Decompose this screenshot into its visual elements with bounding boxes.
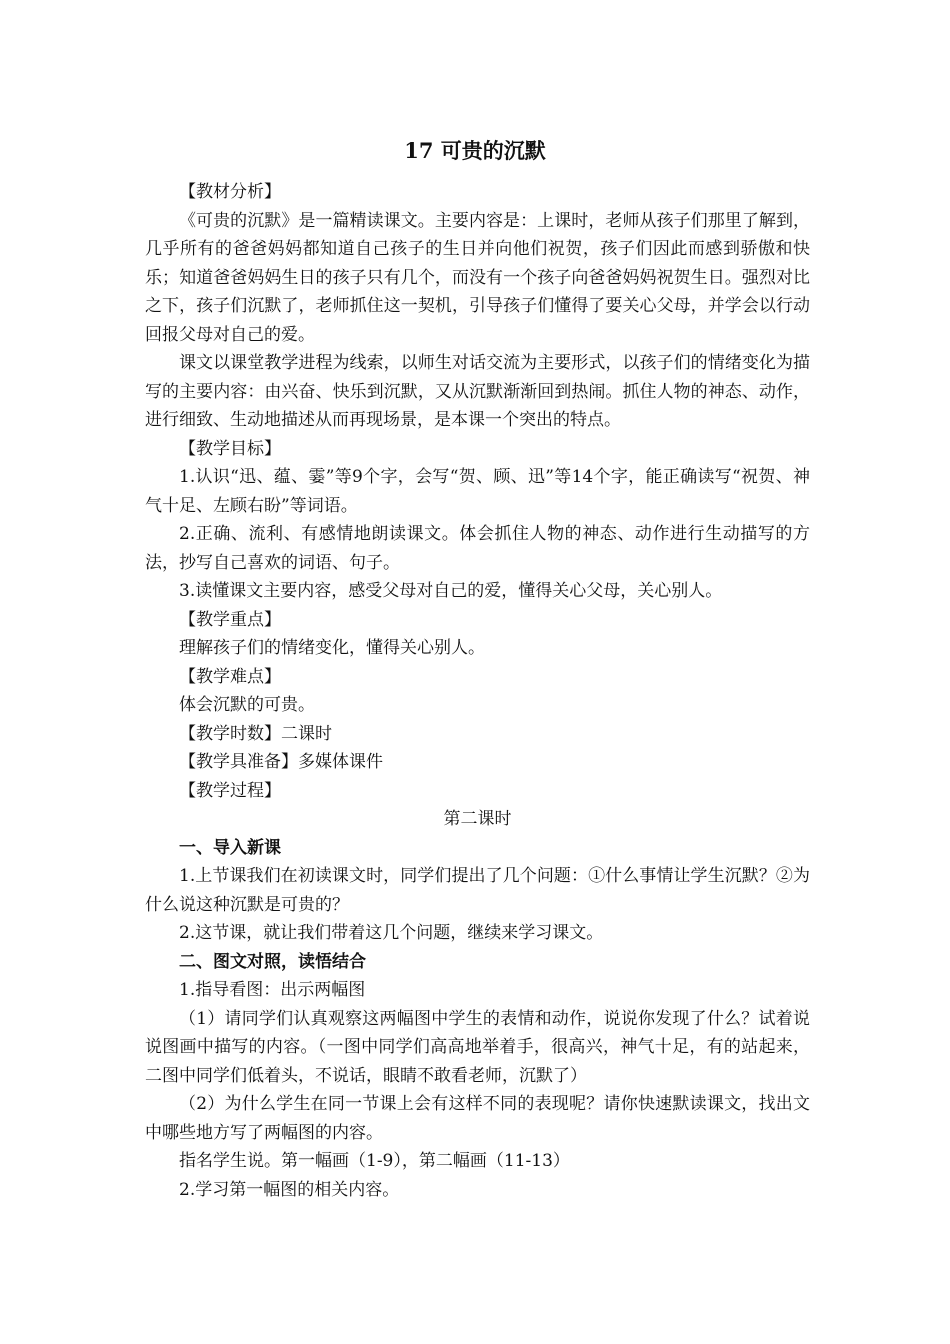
lesson-period-heading: 第二课时 [443, 809, 512, 829]
focus-text: 理解孩子们的情绪变化，懂得关心别人。 [179, 638, 485, 658]
step-2-sub-2: （2）为什么学生在同一节课上会有这样不同的表现呢？请你快速默读课文，找出文中哪些地方写了两幅图的内容。 [145, 1094, 810, 1143]
goal-item-3: 3.读懂课文主要内容，感受父母对自己的爱，懂得关心父母，关心别人。 [179, 581, 723, 601]
step-1-item-1: 1.上节课我们在初读课文时，同学们提出了几个问题：①什么事情让学生沉默？②为什么说这种沉默是可贵的？ [145, 866, 810, 915]
step-2-sub-1: （1）请同学们认真观察这两幅图中学生的表情和动作，说说你发现了什么？试着说说图画中描写的内容。（一图中同学们高高地举着手，很高兴，神气十足，有的站起来，二图中同学们低着头，不说话，眼睛不敢看老师，沉默了） [145, 1008, 810, 1086]
teaching-materials: 【教学具准备】多媒体课件 [179, 752, 383, 772]
goal-item-1: 1.认识“迅、蕴、霎”等9个字，会写“贺、顾、迅”等14个字，能正确读写“祝贺、神气十足、左顾右盼”等词语。 [145, 467, 810, 516]
page-title: 17 可贵的沉默 [404, 138, 546, 163]
document-body [145, 178, 810, 1204]
paragraph-analysis-2: 课文以课堂教学进程为线索，以师生对话交流为主要形式，以孩子们的情绪变化为描写的主要内容：由兴奋、快乐到沉默，又从沉默渐渐回到热闹。抓住人物的神态、动作，进行细致、生动地描述从而再现场景，是本课一个突出的特点。 [145, 353, 810, 430]
difficulty-text: 体会沉默的可贵。 [179, 695, 315, 715]
step-2-item-2: 2.学习第一幅图的相关内容。 [179, 1179, 400, 1200]
section-heading-process: 【教学过程】 [179, 780, 281, 801]
step-heading-1: 一、导入新课 [179, 837, 281, 858]
section-heading-focus: 【教学重点】 [179, 609, 281, 630]
step-2-answer: 指名学生说。第一幅画（1-9），第二幅画（11-13） [179, 1151, 570, 1171]
step-2-item-1: 1.指导看图：出示两幅图 [179, 980, 366, 1000]
step-1-item-2: 2.这节课，就让我们带着这几个问题，继续来学习课文。 [179, 923, 604, 943]
section-heading-difficulty: 【教学难点】 [179, 666, 281, 687]
teaching-hours: 【教学时数】二课时 [179, 723, 332, 744]
section-heading-goals: 【教学目标】 [179, 438, 281, 459]
goal-item-2: 2.正确、流利、有感情地朗读课文。体会抓住人物的神态、动作进行生动描写的方法，抄写自己喜欢的词语、句子。 [145, 524, 810, 573]
section-heading-analysis: 【教材分析】 [179, 182, 281, 202]
paragraph-analysis-1: 《可贵的沉默》是一篇精读课文。主要内容是：上课时，老师从孩子们那里了解到，几乎所有的爸爸妈妈都知道自己孩子的生日并向他们祝贺，孩子们因此而感到骄傲和快乐；知道爸爸妈妈生日的孩子只有几个，而没有一个孩子向爸爸妈妈祝贺生日。强烈对比之下，孩子们沉默了，老师抓住这一契机，引导孩子们懂得了要关心父母，并学会以行动回报父母对自己的爱。 [145, 210, 810, 345]
step-heading-2: 二、图文对照，读悟结合 [179, 951, 366, 972]
